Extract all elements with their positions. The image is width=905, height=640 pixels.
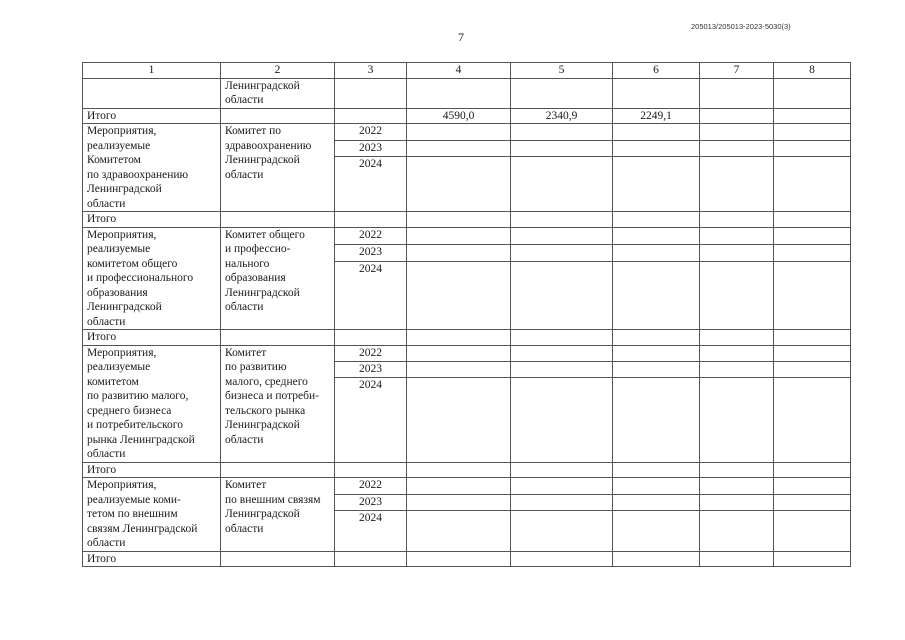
activity-line: комитетом общего <box>87 257 178 270</box>
empty-cell <box>774 78 851 108</box>
empty-cell <box>613 345 700 361</box>
activity-line: Комитетом <box>87 154 141 166</box>
empty-cell <box>700 330 774 346</box>
empty-cell <box>613 551 700 567</box>
year-cell: 2024 <box>335 262 407 330</box>
empty-cell <box>613 140 700 157</box>
executor-line: области <box>225 168 264 181</box>
year-row <box>83 124 851 141</box>
activity-line: рынка Ленинградской <box>87 433 195 446</box>
executor-line: Комитет общего <box>225 228 305 241</box>
activity-line: среднего бизнеса <box>87 404 172 417</box>
empty-cell <box>511 478 613 495</box>
year-cell: 2022 <box>335 345 407 361</box>
empty-cell <box>613 378 700 462</box>
empty-cell <box>700 227 774 244</box>
empty-cell <box>221 551 335 567</box>
column-number-row <box>83 63 851 79</box>
year-cell: 2022 <box>335 227 407 244</box>
executor-line: области <box>225 94 264 106</box>
empty-cell <box>774 262 851 330</box>
executor-line: по развитию <box>225 361 287 373</box>
activity-line: реализуемые коми- <box>87 493 181 506</box>
empty-cell <box>407 244 511 261</box>
empty-cell <box>774 494 851 511</box>
activity-line: и профессионального <box>87 272 194 284</box>
year-cell: 2023 <box>335 494 407 511</box>
empty-cell <box>613 262 700 330</box>
executor-line: Комитет <box>225 479 267 491</box>
empty-cell <box>774 378 851 462</box>
activity-cell <box>83 227 221 330</box>
empty-cell <box>700 124 774 141</box>
page-number: 7 <box>458 30 464 44</box>
empty-cell <box>511 345 613 361</box>
empty-cell <box>613 227 700 244</box>
executor-line: области <box>225 433 264 446</box>
empty-cell <box>335 212 407 228</box>
empty-cell <box>613 462 700 478</box>
executor-line: образования <box>225 272 286 284</box>
empty-cell <box>511 462 613 478</box>
empty-cell <box>221 108 335 124</box>
empty-cell <box>511 157 613 212</box>
empty-cell <box>613 157 700 212</box>
executor-cell <box>221 124 335 212</box>
total-label: Итого <box>83 462 221 478</box>
empty-cell <box>407 494 511 511</box>
empty-cell <box>407 262 511 330</box>
activity-line: Мероприятия, <box>87 346 157 359</box>
year-cell: 2023 <box>335 244 407 261</box>
empty-cell <box>774 108 851 124</box>
total-label: Итого <box>83 551 221 567</box>
year-cell: 2022 <box>335 478 407 495</box>
empty-cell <box>613 78 700 108</box>
empty-cell <box>335 330 407 346</box>
empty-cell <box>511 244 613 261</box>
total-label: Итого <box>83 212 221 228</box>
empty-cell <box>407 330 511 346</box>
empty-cell <box>774 227 851 244</box>
empty-cell <box>407 345 511 361</box>
activity-cell <box>83 478 221 552</box>
empty-cell <box>83 78 221 108</box>
empty-cell <box>511 78 613 108</box>
column-header: 6 <box>613 63 700 79</box>
activity-line: реализуемые <box>87 139 151 152</box>
empty-cell <box>774 140 851 157</box>
activity-line: области <box>87 448 126 460</box>
column-header: 2 <box>221 63 335 79</box>
activity-line: Ленинградской <box>87 301 162 313</box>
activity-line: Мероприятия, <box>87 228 157 241</box>
executor-line: тельского рынка <box>225 404 306 417</box>
empty-cell <box>613 478 700 495</box>
activity-line: Мероприятия, <box>87 479 157 491</box>
total-value-col6: 2249,1 <box>613 108 700 124</box>
total-label: Итого <box>83 108 221 124</box>
funding-table <box>82 62 851 567</box>
empty-cell <box>221 212 335 228</box>
executor-cell <box>221 478 335 552</box>
activity-line: тетом по внешним <box>87 508 178 520</box>
column-header: 1 <box>83 63 221 79</box>
empty-cell <box>407 124 511 141</box>
activity-cell <box>83 124 221 212</box>
year-row <box>83 478 851 495</box>
empty-cell <box>407 227 511 244</box>
empty-cell <box>774 124 851 141</box>
empty-cell <box>407 361 511 377</box>
empty-cell <box>613 361 700 377</box>
empty-cell <box>700 361 774 377</box>
empty-cell <box>700 345 774 361</box>
empty-cell <box>407 212 511 228</box>
empty-cell <box>774 478 851 495</box>
empty-cell <box>700 108 774 124</box>
empty-cell <box>407 478 511 495</box>
year-cell: 2024 <box>335 378 407 462</box>
empty-cell <box>700 78 774 108</box>
empty-cell <box>774 345 851 361</box>
empty-cell <box>511 378 613 462</box>
total-row <box>83 212 851 228</box>
activity-line: по здравоохранению <box>87 168 189 181</box>
empty-cell <box>700 140 774 157</box>
empty-cell <box>511 361 613 377</box>
empty-cell <box>774 212 851 228</box>
year-cell: 2024 <box>335 157 407 212</box>
executor-line: Комитет по <box>225 125 281 137</box>
empty-cell <box>613 330 700 346</box>
empty-cell <box>613 124 700 141</box>
empty-cell <box>511 262 613 330</box>
empty-cell <box>613 494 700 511</box>
empty-cell <box>511 140 613 157</box>
empty-cell <box>335 462 407 478</box>
empty-cell <box>700 244 774 261</box>
executor-line: бизнеса и потреби- <box>225 390 319 402</box>
empty-cell <box>407 140 511 157</box>
empty-cell <box>407 551 511 567</box>
empty-cell <box>700 494 774 511</box>
empty-cell <box>700 511 774 552</box>
executor-line: Комитет <box>225 346 267 359</box>
total-label: Итого <box>83 330 221 346</box>
empty-cell <box>511 330 613 346</box>
executor-line: Ленинградской <box>225 154 300 166</box>
empty-cell <box>407 157 511 212</box>
activity-line: и потребительского <box>87 419 183 431</box>
empty-cell <box>511 551 613 567</box>
empty-cell <box>700 462 774 478</box>
empty-cell <box>511 494 613 511</box>
column-header: 4 <box>407 63 511 79</box>
empty-cell <box>700 212 774 228</box>
executor-line: здравоохранению <box>225 139 312 152</box>
empty-cell <box>407 78 511 108</box>
year-cell: 2023 <box>335 361 407 377</box>
empty-cell <box>774 361 851 377</box>
document-code: 205013/205013-2023-5030(3) <box>691 22 791 31</box>
empty-cell <box>613 212 700 228</box>
total-value-col5: 2340,9 <box>511 108 613 124</box>
empty-cell <box>407 462 511 478</box>
total-value-col4: 4590,0 <box>407 108 511 124</box>
year-row <box>83 227 851 244</box>
executor-cell <box>221 227 335 330</box>
column-header: 3 <box>335 63 407 79</box>
activity-line: реализуемые <box>87 361 151 373</box>
column-header: 5 <box>511 63 613 79</box>
empty-cell <box>700 551 774 567</box>
activity-line: Ленинградской <box>87 183 162 195</box>
total-row <box>83 462 851 478</box>
activity-line: реализуемые <box>87 243 151 255</box>
executor-line: Ленинградской <box>225 508 300 520</box>
executor-line: нального <box>225 257 270 270</box>
executor-line: малого, среднего <box>225 375 308 388</box>
empty-cell <box>774 244 851 261</box>
executor-line: Ленинградской <box>225 419 300 431</box>
empty-cell <box>407 511 511 552</box>
year-cell: 2024 <box>335 511 407 552</box>
activity-line: области <box>87 537 126 549</box>
empty-cell <box>774 511 851 552</box>
empty-cell <box>700 378 774 462</box>
empty-cell <box>221 462 335 478</box>
empty-cell <box>613 511 700 552</box>
executor-cell <box>221 345 335 462</box>
empty-cell <box>774 462 851 478</box>
activity-line: связям Ленинградской <box>87 522 198 535</box>
total-row <box>83 330 851 346</box>
activity-line: по развитию малого, <box>87 390 189 402</box>
activity-line: комитетом <box>87 375 139 388</box>
year-row <box>83 345 851 361</box>
executor-line: по внешним связям <box>225 493 321 506</box>
executor-line: и профессио- <box>225 243 291 255</box>
continued-executor-cell <box>221 78 335 108</box>
year-cell: 2023 <box>335 140 407 157</box>
column-header: 7 <box>700 63 774 79</box>
empty-cell <box>700 478 774 495</box>
empty-cell <box>774 551 851 567</box>
empty-cell <box>700 262 774 330</box>
empty-cell <box>700 157 774 212</box>
total-row <box>83 108 851 124</box>
empty-cell <box>613 244 700 261</box>
empty-cell <box>221 330 335 346</box>
empty-cell <box>335 108 407 124</box>
year-cell: 2022 <box>335 124 407 141</box>
continued-row <box>83 78 851 108</box>
empty-cell <box>335 551 407 567</box>
empty-cell <box>335 78 407 108</box>
empty-cell <box>407 378 511 462</box>
activity-line: образования <box>87 286 148 299</box>
executor-line: Ленинградской <box>225 286 300 299</box>
empty-cell <box>511 212 613 228</box>
empty-cell <box>774 157 851 212</box>
empty-cell <box>511 511 613 552</box>
executor-line: Ленинградской <box>225 79 300 92</box>
column-header: 8 <box>774 63 851 79</box>
activity-cell <box>83 345 221 462</box>
activity-line: области <box>87 315 126 328</box>
executor-line: области <box>225 301 264 313</box>
activity-line: области <box>87 197 126 210</box>
executor-line: области <box>225 522 264 535</box>
empty-cell <box>511 227 613 244</box>
empty-cell <box>774 330 851 346</box>
total-row <box>83 551 851 567</box>
activity-line: Мероприятия, <box>87 125 157 137</box>
empty-cell <box>511 124 613 141</box>
